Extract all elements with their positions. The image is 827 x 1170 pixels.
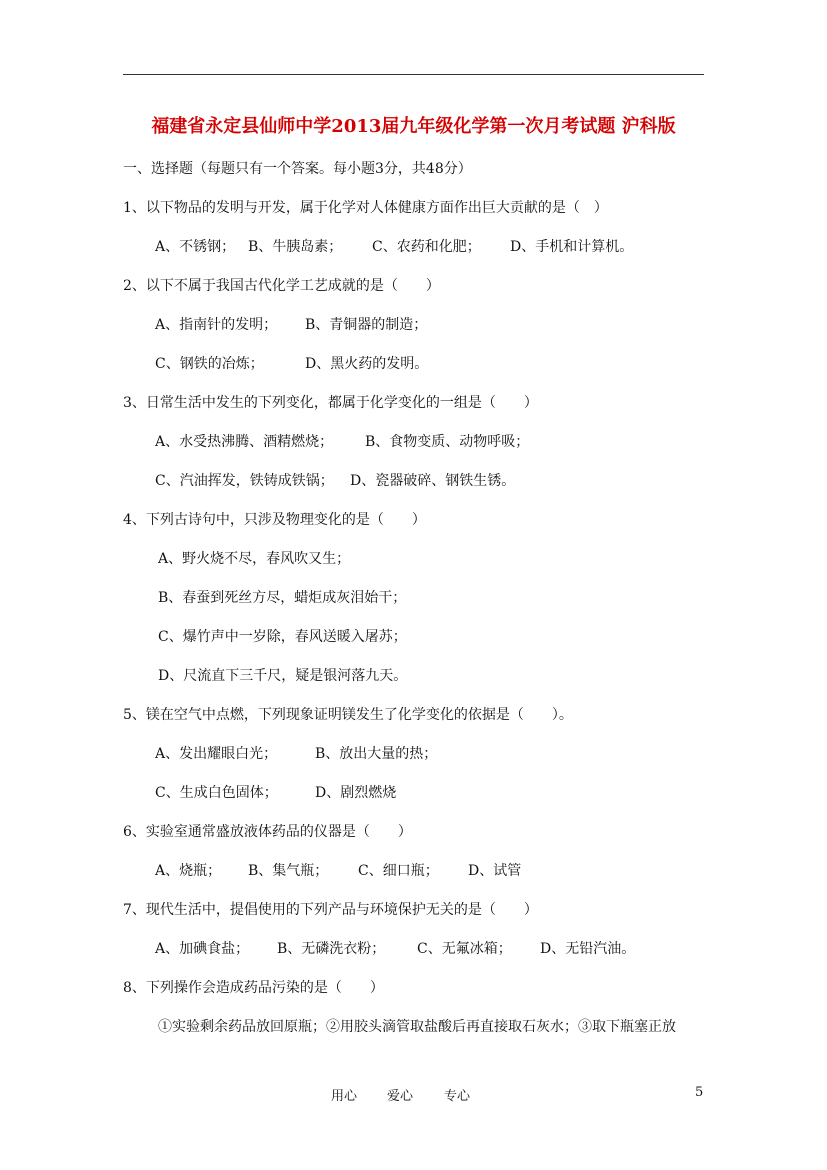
q1-option-d: D、手机和计算机。 [510,239,634,255]
question-7-stem: 7、现代生活中，提倡使用的下列产品与环境保护无关的是（ ） [123,902,538,918]
question-2-stem: 2、以下不属于我国古代化学工艺成就的是（ ） [123,278,440,294]
q8-statement: ①实验剩余药品放回原瓶；②用胶头滴管取盐酸后再直接取石灰水；③取下瓶塞正放 [158,1019,676,1035]
page-title: 福建省永定县仙师中学2013届九年级化学第一次月考试题 沪科版 [151,116,676,137]
q2-option-a: A、指南针的发明； [155,317,278,333]
header-rule [123,74,704,75]
q1-option-b: B、牛胰岛素； [248,239,343,255]
q3-option-c: C、汽油挥发，铁铸成铁锅； [155,473,334,489]
q1-option-a: A、不锈钢； [155,239,236,255]
q2-option-c: C、钢铁的冶炼； [155,356,264,372]
q3-option-b: B、食物变质、动物呼吸； [365,434,530,450]
q5-option-a: A、发出耀眼白光； [155,746,278,762]
question-1-stem: 1、以下物品的发明与开发，属于化学对人体健康方面作出巨大贡献的是（ ） [123,200,608,216]
question-3-stem: 3、日常生活中发生的下列变化，都属于化学变化的一组是（ ） [123,395,538,411]
q3-option-d: D、瓷器破碎、钢铁生锈。 [350,473,516,489]
q5-option-b: B、放出大量的热； [315,746,438,762]
q5-option-c: C、生成白色固体； [155,785,278,801]
q7-option-c: C、无氟冰箱； [417,941,512,957]
footer-motto-2: 爱心 [387,1089,414,1104]
q3-option-a: A、水受热沸腾、酒精燃烧； [155,434,334,450]
footer-motto-1: 用心 [331,1089,358,1104]
section-heading: 一、选择题（每题只有一个答案。每小题3分，共48分） [123,161,472,177]
q4-option-c: C、爆竹声中一岁除，春风送暖入屠苏； [158,629,407,645]
q6-option-d: D、试管 [468,863,522,879]
q2-option-d: D、黑火药的发明。 [305,356,429,372]
footer-motto-3: 专心 [444,1089,471,1104]
q2-option-b: B、青铜器的制造； [305,317,428,333]
q4-option-b: B、春蚕到死丝方尽，蜡炬成灰泪始干； [158,590,407,606]
q4-option-a: A、野火烧不尽，春风吹又生； [158,551,351,567]
q7-option-a: A、加碘食盐； [155,941,250,957]
question-4-stem: 4、下列古诗句中，只涉及物理变化的是（ ） [123,512,426,528]
q7-option-d: D、无铅汽油。 [540,941,636,957]
q6-option-b: B、集气瓶； [248,863,329,879]
q1-option-c: C、农药和化肥； [372,239,481,255]
q6-option-c: C、细口瓶； [358,863,439,879]
q5-option-d: D、剧烈燃烧 [315,785,397,801]
q7-option-b: B、无磷洗衣粉； [277,941,386,957]
question-6-stem: 6、实验室通常盛放液体药品的仪器是（ ） [123,824,412,840]
question-5-stem: 5、镁在空气中点燃，下列现象证明镁发生了化学变化的依据是（ ）。 [123,707,573,723]
q4-option-d: D、尺流直下三千尺，疑是银河落九天。 [158,668,408,684]
page-number: 5 [695,1085,704,1100]
q6-option-a: A、烧瓶； [155,863,222,879]
question-8-stem: 8、下列操作会造成药品污染的是（ ） [123,980,384,996]
